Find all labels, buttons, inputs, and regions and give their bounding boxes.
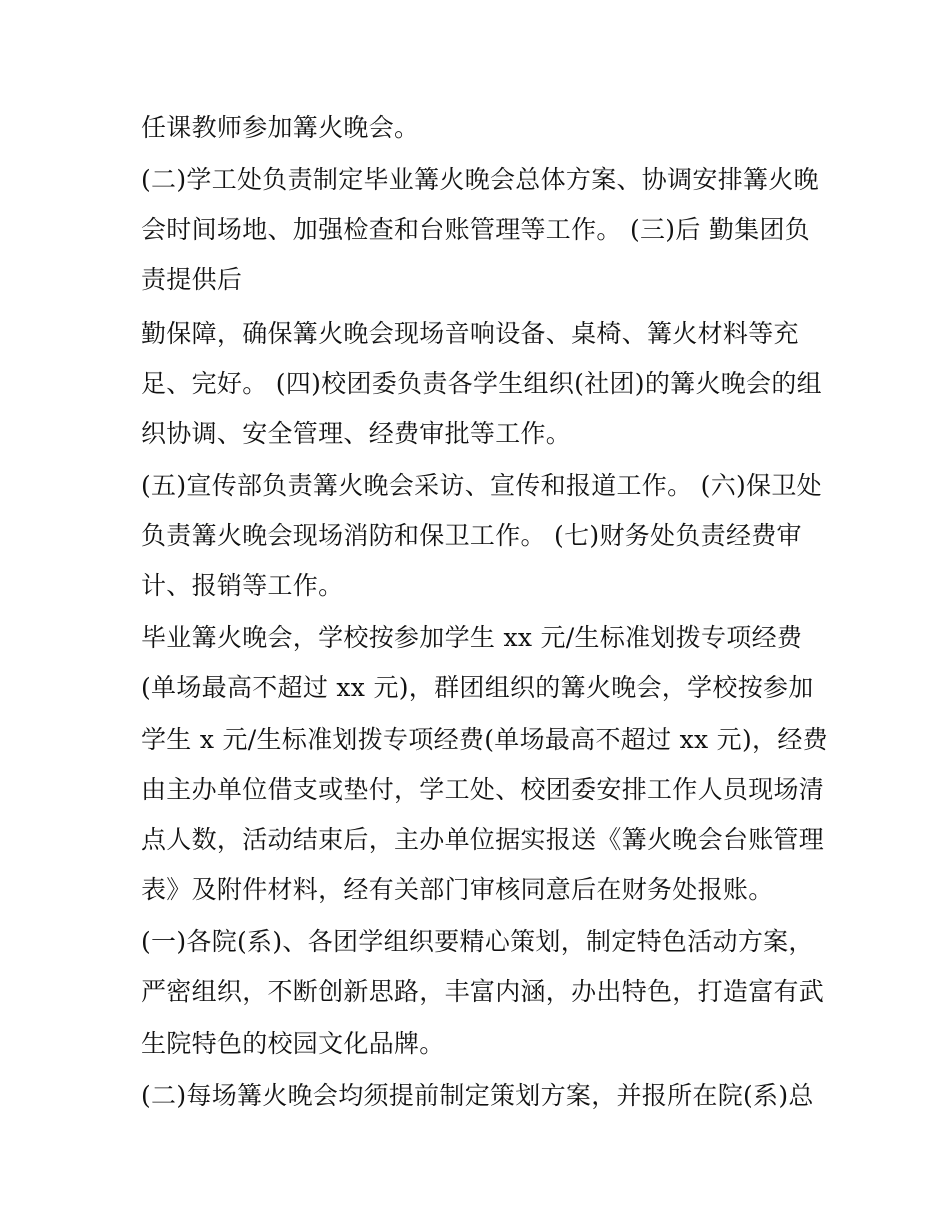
text-line: (五)宣传部负责篝火晚会采访、宣传和报道工作。 (六)保卫处 [141, 471, 822, 500]
text-line: (单场最高不超过 xx 元)，群团组织的篝火晚会，学校按参加 [141, 673, 814, 702]
text-line: (二)每场篝火晚会均须提前制定策划方案，并报所在院(系)总 [141, 1081, 814, 1110]
text-line: 任课教师参加篝火晚会。 [141, 113, 420, 142]
text-line: 由主办单位借支或垫付，学工处、校团委安排工作人员现场清 [141, 775, 825, 804]
text-line: 严密组织，不断创新思路，丰富内涵，办出特色，打造富有武 [141, 977, 825, 1006]
text-line: 负责篝火晚会现场消防和保卫工作。 (七)财务处负责经费审 [141, 521, 802, 550]
text-line: 织协调、安全管理、经费审批等工作。 [141, 419, 572, 448]
text-line: 足、完好。 (四)校团委负责各学生组织(社团)的篝火晚会的组 [141, 369, 822, 398]
text-line: 表》及附件材料，经有关部门审核同意后在财务处报账。 [141, 875, 774, 904]
text-line: 勤保障，确保篝火晚会现场音响设备、桌椅、篝火材料等充 [141, 319, 799, 348]
text-line: 责提供后 [141, 265, 243, 294]
text-line: 生院特色的校园文化品牌。 [141, 1029, 445, 1058]
text-line: 学生 x 元/生标准划拨专项经费(单场最高不超过 xx 元)，经费 [141, 725, 828, 754]
text-line: (二)学工处负责制定毕业篝火晚会总体方案、协调安排篝火晚 [141, 165, 819, 194]
text-line: (一)各院(系)、各团学组织要精心策划，制定特色活动方案， [141, 927, 814, 956]
text-line: 点人数，活动结束后，主办单位据实报送《篝火晚会台账管理 [141, 825, 825, 854]
text-line: 会时间场地、加强检查和台账管理等工作。 (三)后 勤集团负 [141, 215, 811, 244]
text-line: 计、报销等工作。 [141, 571, 344, 600]
text-line: 毕业篝火晚会，学校按参加学生 xx 元/生标准划拨专项经费 [141, 623, 803, 652]
